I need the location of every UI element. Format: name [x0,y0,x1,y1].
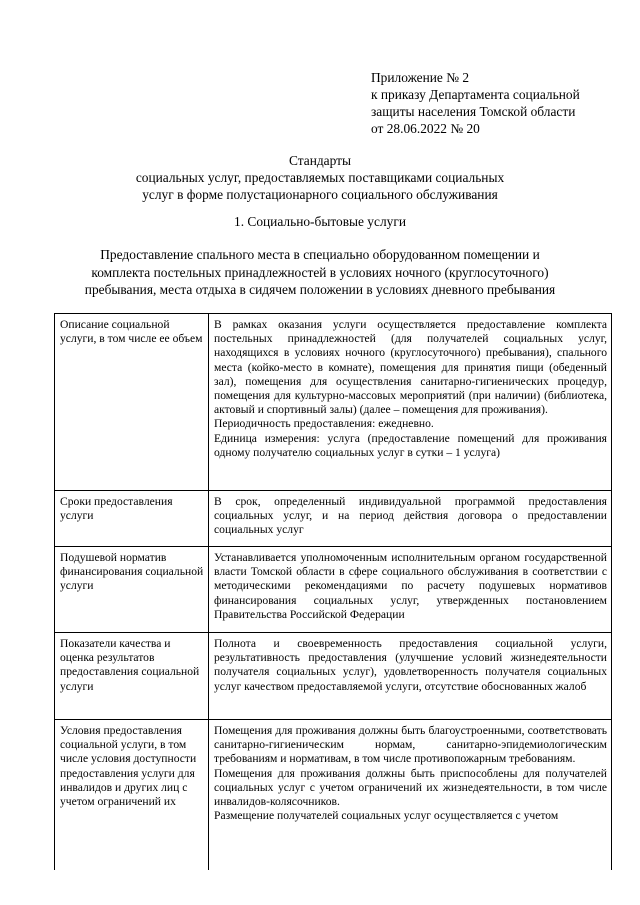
row-content [209,720,612,871]
service-title-line-1: Предоставление спального места в специально оборудованном помещении и [100,247,540,262]
appendix-line-1: Приложение № 2 [371,70,470,85]
row-paragraph: Размещение получателей социальных услуг осуществляется с учетом [214,809,559,823]
appendix-line-2: к приказу Департамента социальной [371,87,580,102]
row-paragraph: Помещения для проживания должны быть благоустроенными, соответствовать санитарно-гигиеническим нормам, санитарно-эпидемиологическим требованиям и нормативам, в том числе противопожарным требованиям. [214,724,607,766]
row-content [209,633,612,720]
row-paragraph: Полнота и своевременность предоставления социальной услуги, результативность предоставления (улучшение условий жизнедеятельности получателя социальных услуг), удовлетворенность получателя социальных услуг качеством предоставляемой услуги, отсутствие обоснованных жалоб [214,637,607,693]
table-row [55,314,612,491]
row-paragraph: В срок, определенный индивидуальной программой предоставления социальных услуг, и на период действия договора о предоставлении социальных услуг [214,495,607,537]
row-content [209,547,612,633]
service-title [0,246,640,299]
title-line-3: услуг в форме полустационарного социального обслуживания [142,187,498,202]
appendix-line-3: защиты населения Томской области [371,104,576,119]
title-line-2: социальных услуг, предоставляемых поставщиками социальных [135,170,505,185]
standards-table [54,313,612,870]
row-label: Описание социальной услуги, в том числе ее объем [55,314,209,491]
service-title-line-2: комплекта постельных принадлежностей в условиях ночного (круглосуточного) [91,264,549,280]
document-title [0,152,640,203]
row-paragraph: В рамках оказания услуги осуществляется предоставление комплекта постельных принадлежностей (для получателей социальных услуг, находящихся в условиях ночного (круглосуточного) пребывания), спального места (койко-место в комнате), помещения для принятия пищи (обеденный зал), помещения для осуществления санитарно-гигиенических процедур, помещения для культурно-массовых мероприятий (при наличии) (библиотека, актовый и спортивный залы) (далее – помещения для проживания). [214,318,607,417]
row-label: Сроки предоставления услуги [55,491,209,547]
row-label: Условия предоставления социальной услуги, в том числе условия доступности предоставления услуги для инвалидов и других лиц с учетом ограничений их [55,720,209,871]
table-row [55,547,612,633]
row-paragraph: Периодичность предоставления: ежедневно. [214,417,434,431]
section-heading: 1. Социально-бытовые услуги [234,214,406,229]
row-label: Показатели качества и оценка результатов предоставления социальной услуги [55,633,209,720]
appendix-header [371,69,633,137]
title-line-1: Стандарты [288,153,351,168]
row-paragraph: Помещения для проживания должны быть приспособлены для получателей социальных услуг с учетом ограничений их жизнедеятельности, в том числе инвалидов-колясочников. [214,766,607,809]
row-label: Подушевой норматив финансирования социальной услуги [55,547,209,633]
row-content [209,314,612,491]
table-row [55,491,612,547]
service-title-line-3: пребывания, места отдыха в сидячем положении в условиях дневного пребывания [84,282,556,297]
row-paragraph: Единица измерения: услуга (предоставление помещений для проживания одному получателю социальных услуг в сутки – 1 услуга) [214,431,607,459]
table-row [55,633,612,720]
appendix-line-4: от 28.06.2022 № 20 [371,121,480,136]
table-row [55,720,612,871]
row-paragraph: Устанавливается уполномоченным исполнительным органом государственной власти Томской области в сфере социального обслуживания в соответствии с методическими рекомендациями по расчету подушевых нормативов финансирования социальных услуг, утвержденных постановлением Правительства Российской Федерации [214,551,607,621]
row-content [209,491,612,547]
